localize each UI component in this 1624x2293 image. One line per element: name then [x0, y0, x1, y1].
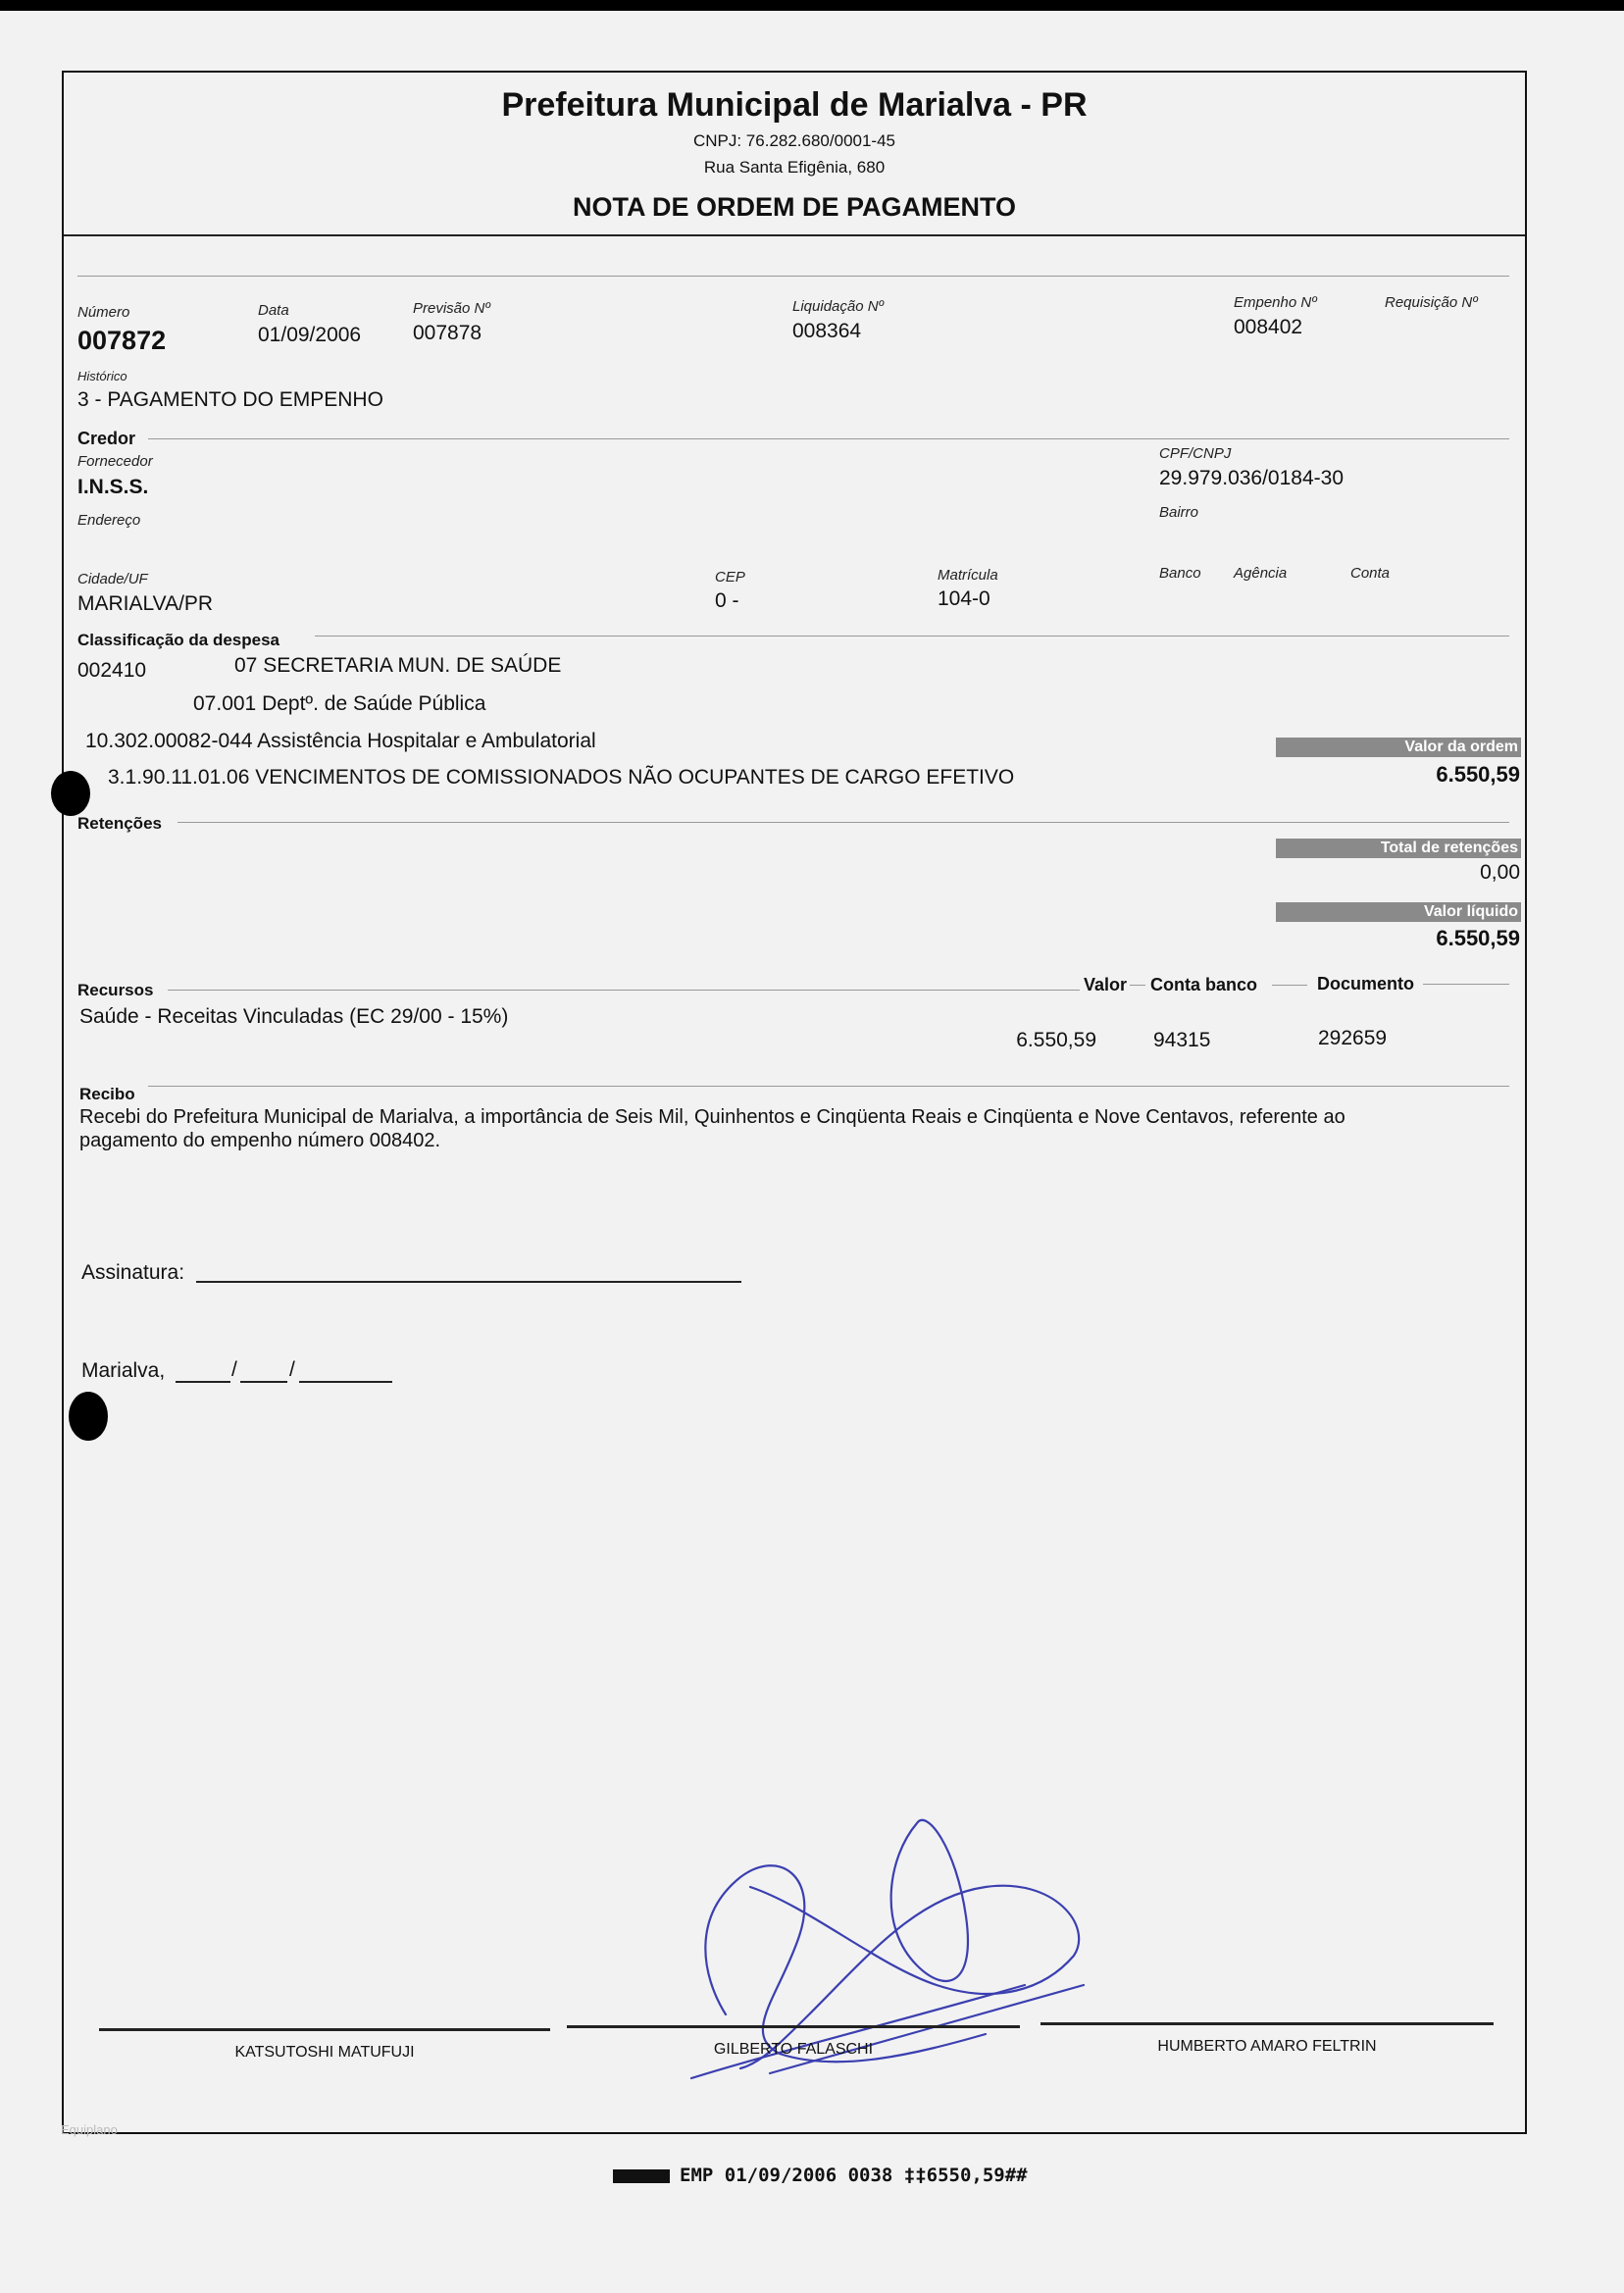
date-year-line — [299, 1381, 392, 1383]
liquidacao-label: Liquidação Nº — [792, 298, 885, 315]
elemento-text: 3.1.90.11.01.06 VENCIMENTOS DE COMISSIONADOS NÃO OCUPANTES DE CARGO EFETIVO — [108, 766, 1015, 789]
recursos-section-title: Recursos — [77, 981, 154, 999]
cidade-value: MARIALVA/PR — [77, 592, 214, 615]
recursos-sep-1 — [1130, 985, 1145, 986]
agencia-label: Agência — [1234, 565, 1288, 582]
bairro-label: Bairro — [1159, 504, 1199, 521]
valor-ordem-label: Valor da ordem — [1404, 739, 1518, 755]
matricula-value: 104-0 — [938, 587, 990, 610]
total-retencoes-value: 0,00 — [1480, 861, 1520, 884]
matricula-label: Matrícula — [938, 567, 998, 584]
date-slash-1: / — [231, 1358, 237, 1381]
valor-liquido-value: 6.550,59 — [1436, 926, 1520, 950]
page-title: Prefeitura Municipal de Marialva - PR — [501, 86, 1088, 124]
payment-order-document — [61, 71, 1527, 2137]
signature-line-2 — [567, 2025, 1020, 2028]
fornecedor-value: I.N.S.S. — [77, 476, 149, 498]
signature-name-3: HUMBERTO AMARO FELTRIN — [1157, 2038, 1377, 2055]
recibo-line-2: pagamento do empenho número 008402. — [79, 1130, 441, 1151]
numero-label: Número — [77, 304, 130, 321]
recursos-valor: 6.550,59 — [1016, 1029, 1096, 1051]
punch-hole-1 — [51, 771, 90, 816]
previsao-value: 007878 — [413, 322, 482, 344]
cep-value: 0 - — [715, 589, 739, 612]
requisicao-label: Requisição Nº — [1385, 294, 1478, 311]
assinatura-line — [196, 1281, 741, 1283]
credor-section-title: Credor — [77, 429, 136, 448]
recursos-valor-label: Valor — [1084, 975, 1128, 994]
numero-value: 007872 — [77, 326, 167, 355]
liquidacao-value: 008364 — [792, 320, 862, 342]
data-label: Data — [258, 302, 289, 319]
signature-name-1: KATSUTOSHI MATUFUJI — [234, 2044, 415, 2061]
retencoes-section-title: Retenções — [77, 814, 162, 833]
punch-hole-2 — [69, 1392, 108, 1441]
classificacao-divider — [315, 636, 1509, 637]
recursos-divider — [168, 990, 1080, 991]
cep-label: CEP — [715, 569, 745, 586]
assinatura-label: Assinatura: — [81, 1261, 185, 1284]
recibo-line-1: Recebi do Prefeitura Municipal de Marialva, a importância de Seis Mil, Quinhentos e Cinqüenta Reais e Cinqüenta e Nove Centavos, referente ao — [79, 1106, 1345, 1128]
conta-label: Conta — [1350, 565, 1391, 582]
recursos-conta-label: Conta banco — [1150, 975, 1258, 994]
empenho-label: Empenho Nº — [1234, 294, 1317, 311]
recursos-documento: 292659 — [1318, 1027, 1388, 1049]
banco-label: Banco — [1159, 565, 1201, 582]
cnpj-text: CNPJ: 76.282.680/0001-45 — [692, 131, 896, 150]
cidade-label: Cidade/UF — [77, 571, 148, 587]
recibo-divider — [148, 1086, 1509, 1087]
valor-liquido-label: Valor líquido — [1423, 903, 1518, 920]
recursos-conta: 94315 — [1153, 1029, 1211, 1051]
document-title: NOTA DE ORDEM DE PAGAMENTO — [572, 192, 1016, 222]
recibo-section-title: Recibo — [79, 1085, 135, 1103]
unidade-text: 07.001 Deptº. de Saúde Pública — [193, 692, 486, 715]
total-retencoes-label: Total de retenções — [1380, 840, 1518, 856]
empenho-value: 008402 — [1234, 316, 1303, 338]
signature-name-2: GILBERTO FALASCHI — [713, 2041, 874, 2058]
cpf-label: CPF/CNPJ — [1159, 445, 1232, 462]
recursos-sep-2 — [1272, 985, 1307, 986]
signature-line-3 — [1040, 2022, 1494, 2025]
cpf-value: 29.979.036/0184-30 — [1159, 467, 1345, 489]
mechanical-stamp — [613, 2165, 1028, 2186]
recursos-descricao: Saúde - Receitas Vinculadas (EC 29/00 - 15%) — [79, 1005, 509, 1028]
recursos-documento-label: Documento — [1317, 974, 1414, 994]
software-watermark: Equiplano — [61, 2122, 118, 2137]
historico-value: 3 - PAGAMENTO DO EMPENHO — [77, 388, 383, 411]
fornecedor-label: Fornecedor — [77, 453, 153, 470]
recursos-sep-3 — [1423, 984, 1509, 985]
previsao-label: Previsão Nº — [413, 300, 490, 317]
orgao-text: 07 SECRETARIA MUN. DE SAÚDE — [234, 654, 562, 677]
retencoes-divider — [178, 822, 1509, 823]
date-slash-2: / — [289, 1358, 295, 1381]
historico-label: Histórico — [77, 369, 127, 383]
local-label: Marialva, — [81, 1359, 166, 1382]
credor-divider — [148, 438, 1509, 439]
date-month-line — [240, 1381, 287, 1383]
classificacao-section-title: Classificação da despesa — [77, 631, 280, 649]
date-day-line — [176, 1381, 230, 1383]
data-value: 01/09/2006 — [258, 324, 362, 346]
scan-top-edge — [0, 0, 1624, 11]
address-text: Rua Santa Efigênia, 680 — [703, 158, 886, 177]
endereco-label: Endereço — [77, 512, 141, 529]
signature-line-1 — [99, 2028, 550, 2031]
stamp-logo-icon — [613, 2169, 670, 2183]
programa-text: 10.302.00082-044 Assistência Hospitalar e Ambulatorial — [85, 730, 596, 752]
header-divider — [64, 234, 1525, 236]
classificacao-code: 002410 — [77, 659, 147, 682]
order-divider — [77, 276, 1509, 277]
valor-ordem-value: 6.550,59 — [1436, 762, 1520, 787]
stamp-text: EMP 01/09/2006 0038 ‡‡6550,59## — [680, 2165, 1028, 2186]
